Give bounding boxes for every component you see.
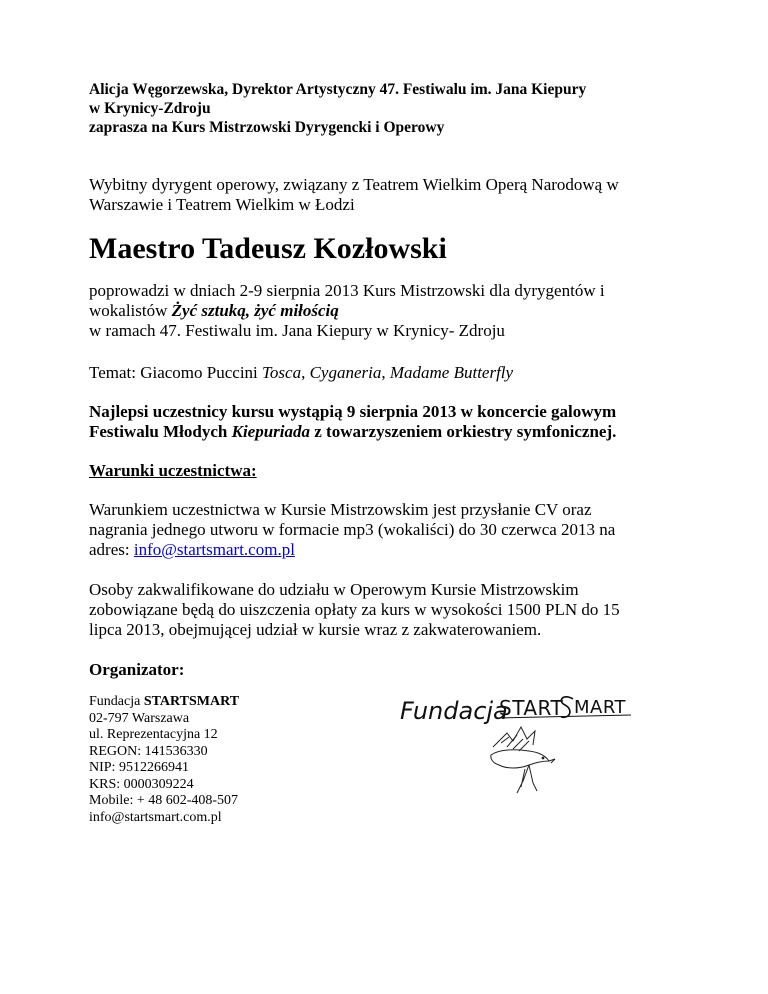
theme-paragraph [89,363,689,383]
gala-line [89,422,689,442]
conditions-line: nagrania jednego utworu w formacie mp3 (wokaliści) do 30 czerwca 2013 na [89,520,616,539]
gala-text: Festiwalu Młodych [89,422,232,441]
theme-prefix: Temat: Giacomo Puccini [89,363,263,382]
course-line: poprowadzi w dniach 2-9 sierpnia 2013 Kurs Mistrzowski dla dyrygentów i [89,281,605,300]
header-line: w Krynicy-Zdroju [89,100,211,117]
course-line: w ramach 47. Festiwalu im. Jana Kiepury w Krynicy- Zdroju [89,321,505,340]
logo-graphic [395,685,640,800]
course-paragraph [89,281,689,341]
intro-line: Wybitny dyrygent operowy, związany z Teatrem Wielkim Operą Narodową w [89,175,619,194]
intro-paragraph [89,175,689,215]
organizer-krs: KRS: 0000309224 [89,776,194,792]
conditions-heading: Warunki uczestnictwa: [89,461,257,480]
page-title: Maestro Tadeusz Kozłowski [89,232,447,265]
header-line: Alicja Węgorzewska, Dyrektor Artystyczny 47. Festiwalu im. Jana Kiepury [89,81,587,98]
gala-line: Najlepsi uczestnicy kursu wystąpią 9 sierpnia 2013 w koncercie galowym [89,402,617,421]
startsmart-logo [395,685,640,800]
intro-line: Warszawie i Teatrem Wielkim w Łodzi [89,195,355,214]
organizer-street: ul. Reprezentacyjna 12 [89,727,218,742]
address-label: adres: [89,540,134,559]
opera-title: Cyganeria [309,363,382,382]
header-line: zaprasza na Kurs Mistrzowski Dyrygencki i Operowy [89,119,445,136]
fee-line: Osoby zakwalifikowane do udziału w Operowym Kursie Mistrzowskim [89,580,579,599]
conditions-paragraph [89,500,689,560]
organizer-name-bold: STARTSMART [143,694,240,709]
course-text: wokalistów [89,301,172,320]
fee-line: lipca 2013, obejmującej udział w kursie wraz z zakwaterowaniem. [89,620,542,639]
festival-name: Kiepuriada [231,422,311,441]
organizer-email: info@startsmart.com.pl [89,809,222,825]
dove-icon [491,727,555,793]
logo-mart-text: MART [574,697,627,718]
gala-paragraph [89,402,689,442]
organizer-mobile: Mobile: + 48 602-408-507 [89,793,239,808]
separator: , [301,363,310,382]
separator: , [381,363,390,382]
fee-paragraph [89,580,689,640]
opera-title: Tosca [262,363,302,382]
course-motto: Żyć sztuką, żyć miłością [171,301,339,320]
organizer-regon: REGON: 141536330 [89,743,208,759]
conditions-line [89,540,689,560]
organizer-nip: NIP: 9512266941 [89,760,189,775]
email-link[interactable]: info@startsmart.com.pl [133,540,295,559]
gala-text: z towarzyszeniem orkiestry symfonicznej. [310,422,617,441]
fee-line: zobowiązane będą do uiszczenia opłaty za kurs w wysokości 1500 PLN do 15 [89,600,620,619]
organizer-heading: Organizator: [89,660,185,679]
course-line [89,301,689,321]
conditions-line: Warunkiem uczestnictwa w Kursie Mistrzowskim jest przysłanie CV oraz [89,500,592,519]
opera-title: Madame Butterfly [389,363,514,382]
logo-start-text: START [499,696,564,720]
organizer-postal: 02-797 Warszawa [89,710,190,726]
organizer-name-prefix: Fundacja [89,694,144,709]
header-block [89,80,689,137]
logo-fundacja-text: Fundacja [400,697,508,725]
